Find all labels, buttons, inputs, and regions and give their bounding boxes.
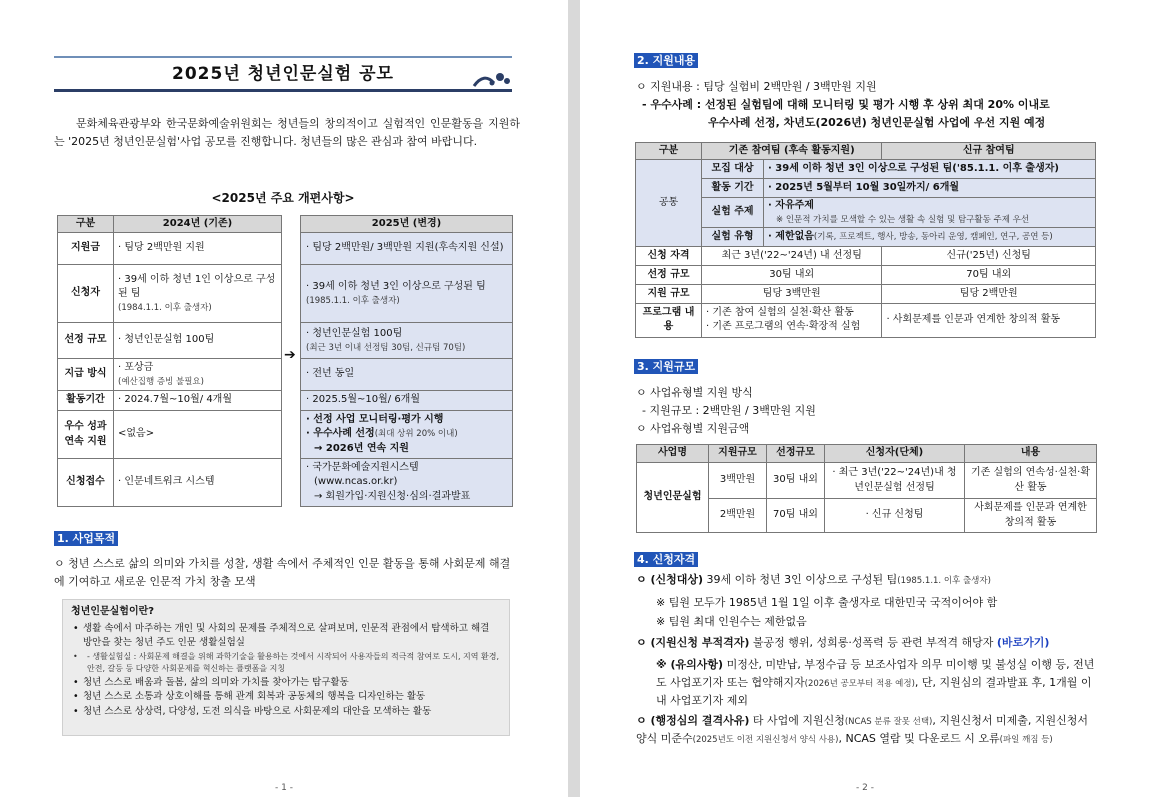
row-key: 실험 주제 xyxy=(702,198,764,228)
disqualify-note: (2025년도 이전 지원신청서 양식 사용) xyxy=(692,735,839,746)
cell: · 신규 신청팀 xyxy=(825,499,965,533)
purpose-text: ㅇ 청년 스스로 삶의 의미와 가치를 성찰, 생활 속에서 주체적인 인문 활동을 통해 사회문제 해결에 기여하고 새로운 인문적 가치 창출 모색 xyxy=(54,557,511,589)
cell xyxy=(702,303,882,337)
cell: 70팀 내외 xyxy=(767,499,825,533)
row-key: 실험 유형 xyxy=(702,227,764,246)
cell: · 39세 이하 청년 3인 이상으로 구성된 팀('85.1.1. 이후 출생자) xyxy=(764,160,1096,179)
row-key: 지원금 xyxy=(58,233,114,265)
section-label: 1. 사업목적 xyxy=(54,531,118,546)
row-key: 우수 성과 연속 지원 xyxy=(58,411,114,459)
cell-text: · 청년인문실험 100팀 xyxy=(306,328,403,340)
logo-icon xyxy=(470,69,510,87)
document-page-2 xyxy=(580,0,1150,797)
scale-line: - 지원규모 : 2백만원 / 3백만원 지원 xyxy=(642,404,816,417)
col-header: 내용 xyxy=(965,445,1097,463)
cell: · 최근 3년('22~'24년)내 청년인문실험 선정팀 xyxy=(825,463,965,499)
col-header: 지원규모 xyxy=(709,445,767,463)
cell: · 2025년 5월부터 10월 30일까지/ 6개월 xyxy=(764,179,1096,198)
section-heading xyxy=(634,359,698,375)
disqualify-note: (파일 깨짐 등) xyxy=(999,735,1053,746)
support-text: 상위 최대 20% 이내로 xyxy=(937,98,1050,111)
eligibility-text: 39세 이하 청년 3인 이상으로 구성된 팀 xyxy=(703,573,898,586)
cell: 30팀 내외 xyxy=(767,463,825,499)
eligibility-text: 불공정 행위, 성희롱·성폭력 등 관련 부적격 해당자 xyxy=(749,636,997,649)
scale-table xyxy=(636,444,1097,533)
cell-text: → 회원가입·지원신청·심의·결과발표 xyxy=(314,490,471,502)
section-heading xyxy=(634,53,698,69)
support-text: - 우수사례 : 선정된 실험팀에 대해 모니터링 및 평가 시행 후 xyxy=(642,98,938,111)
changes-table-2025 xyxy=(300,215,513,507)
cell-note: (1985.1.1. 이후 출생자) xyxy=(306,295,400,306)
eligibility-note-line: ※ 팀원 모두가 1985년 1월 1일 이후 출생자로 대한민국 국적이어야 함 xyxy=(656,596,998,609)
col-header: 신청자(단체) xyxy=(825,445,965,463)
support-line: 우수사례 선정, 차년도(2026년) 청년인문실험 사업에 우선 지원 예정 xyxy=(708,116,1046,129)
section-heading xyxy=(634,552,698,568)
cell-text: · 팀당 2백만원/ 3백만원 지원(후속지원 신설) xyxy=(306,242,504,254)
eligibility-label: ㅇ (지원신청 부적격자) xyxy=(636,636,750,649)
cell-note: ※ 인문적 가치를 모색할 수 있는 생활 속 실험 및 탐구활동 주제 우선 xyxy=(776,214,1030,225)
box-sub-note: • - 생활실험실 : 사회문제 해결을 위해 과학기술을 활용하는 것에서 시작되어 사용자들의 적극적 참여로 도시, 지역 환경, 안전, 갈등 등 다양한 사회문제를 혁신하는 플랫폼을 지칭 xyxy=(71,651,501,676)
cell-note: (예산집행 증빙 불필요) xyxy=(118,376,204,387)
eligibility-line xyxy=(636,571,1100,589)
row-key: 활동기간 xyxy=(58,391,114,411)
box-item: • 생활 속에서 마주하는 개인 및 사회의 문제를 주체적으로 살펴보며, 인문적 관점에서 탐색하고 해결 방안을 찾는 청년 주도 인문 생활실험실 xyxy=(71,622,501,651)
cell: 2백만원 xyxy=(709,499,767,533)
cell: 팀당 3백만원 xyxy=(702,284,882,303)
scale-line: ㅇ 사업유형별 지원 방식 xyxy=(636,386,753,399)
cell-text: · 포상금 xyxy=(118,362,154,374)
cell-text: · 39세 이하 청년 1인 이상으로 구성된 팀 xyxy=(118,273,276,300)
page-title: 2025년 청년인문실험 공모 xyxy=(172,64,394,84)
changes-title: <2025년 주요 개편사항> xyxy=(211,191,355,205)
eligibility-label: ㅇ (신청대상) xyxy=(636,573,704,586)
cell-note: (최근 3년 이내 선정팀 30팀, 신규팀 70팀) xyxy=(306,342,466,353)
box-title: 청년인문실험이란? xyxy=(71,606,155,617)
title-banner xyxy=(54,56,512,92)
cell-old: · 인문네트워크 시스템 xyxy=(114,459,282,507)
col-header: 선정규모 xyxy=(767,445,825,463)
page-number: - 1 - xyxy=(275,783,293,793)
cell-note: (1984.1.1. 이후 출생자) xyxy=(118,302,212,313)
row-key: 선정 규모 xyxy=(58,323,114,359)
cell-text: · 기존 참여 실험의 실천·확산 활동 xyxy=(706,306,854,318)
cell-text: → 2026년 연속 지원 xyxy=(314,442,409,454)
support-line xyxy=(642,96,1102,114)
cell-new xyxy=(301,265,513,323)
cell: · 사회문제를 인문과 연계한 창의적 활동 xyxy=(882,303,1096,337)
cell-old xyxy=(114,265,282,323)
row-key: 활동 기간 xyxy=(702,179,764,198)
eligibility-note-line: ※ 팀원 최대 인원수는 제한없음 xyxy=(656,615,807,628)
cell: 팀당 2백만원 xyxy=(882,284,1096,303)
caution-paragraph xyxy=(656,656,1100,710)
scale-line: ㅇ 사업유형별 지원금액 xyxy=(636,422,750,435)
ncas-link[interactable]: (www.ncas.or.kr) xyxy=(314,476,398,488)
eligibility-line xyxy=(636,634,1100,652)
disqualify-text: , NCAS 열람 및 다운로드 시 오류 xyxy=(838,732,1000,746)
row-key: 신청 자격 xyxy=(636,246,702,265)
cell: 최근 3년('22~'24년) 내 선정팀 xyxy=(702,246,882,265)
page-number: - 2 - xyxy=(856,783,874,793)
disqualify-text: , 지원신청서 미제출, 지원신청서 양식 미준수 xyxy=(636,714,1088,746)
box-item: • 청년 스스로 배움과 돌봄, 삶의 의미와 가치를 찾아가는 탐구활동 xyxy=(71,676,501,691)
col-header: 사업명 xyxy=(637,445,709,463)
disqualify-note: (NCAS 분류 잘못 선택) xyxy=(844,717,933,727)
cell: 30팀 내외 xyxy=(702,265,882,284)
cell-text: · 국가문화예술지원시스템 xyxy=(306,461,419,473)
row-key: 지원 규모 xyxy=(636,284,702,303)
cell-old: · 팀당 2백만원 지원 xyxy=(114,233,282,265)
section-label: 2. 지원내용 xyxy=(634,53,698,68)
cell: 사회문제를 인문과 연계한 창의적 활동 xyxy=(965,499,1097,533)
cell-text: · 39세 이하 청년 3인 이상으로 구성된 팀 xyxy=(306,281,486,293)
cell: 3백만원 xyxy=(709,463,767,499)
disqualify-text: 타 사업에 지원신청 xyxy=(749,714,845,727)
caution-text: 미정산, 미반납, 부정수급 등 보조사업자 의무 미이행 및 불성실 이행 등, 전년도 사업포기자 또는 협약해지자 xyxy=(656,658,1095,690)
cell-text: · 우수사례 선정 xyxy=(306,428,375,440)
col-header: 구분 xyxy=(58,216,114,233)
changes-table-2024 xyxy=(57,215,282,507)
col-header: 신규 참여팀 xyxy=(882,143,1096,160)
section-label: 4. 신청자격 xyxy=(634,552,698,567)
cell xyxy=(764,198,1096,228)
cell-new xyxy=(301,459,513,507)
row-key: 프로그램 내용 xyxy=(636,303,702,337)
info-box xyxy=(62,599,510,736)
caution-note: (2026년 공모부터 적용 예정) xyxy=(804,679,915,690)
col-header: 2025년 (변경) xyxy=(301,216,513,233)
support-table xyxy=(635,142,1096,338)
row-key: 선정 규모 xyxy=(636,265,702,284)
row-key: 신청자 xyxy=(58,265,114,323)
cell: 기존 실험의 연속성·실천·확산 활동 xyxy=(965,463,1097,499)
section-heading xyxy=(54,531,118,547)
cell-text: · 자유주제 xyxy=(768,200,814,211)
cell: 70팀 내외 xyxy=(882,265,1096,284)
cell-old xyxy=(114,359,282,391)
cell-note: (기록, 프로젝트, 행사, 방송, 동아리 운영, 캠페인, 연구, 공연 등) xyxy=(813,231,1053,242)
page-gap xyxy=(568,0,580,797)
cell-old: <없음> xyxy=(114,411,282,459)
shortcut-link[interactable]: (바로가기) xyxy=(996,636,1050,649)
row-key: 모집 대상 xyxy=(702,160,764,179)
row-key: 청년인문실험 xyxy=(637,463,709,533)
row-key: 공통 xyxy=(636,160,702,247)
cell-new xyxy=(301,323,513,359)
caution-label: ※ (유의사항) xyxy=(656,658,724,671)
cell-old: · 2024.7월~10월/ 4개월 xyxy=(114,391,282,411)
cell-text: · 기존 프로그램의 연속·확장적 실험 xyxy=(706,321,861,333)
row-key: 신청접수 xyxy=(58,459,114,507)
disqualify-paragraph xyxy=(636,712,1100,748)
disqualify-label: ㅇ (행정심의 결격사유) xyxy=(636,714,750,727)
col-header: 기존 참여팀 (후속 활동지원) xyxy=(702,143,882,160)
arrow-right-icon: ➔ xyxy=(284,347,296,363)
cell-new: · 전년 동일 xyxy=(301,359,513,391)
cell-new xyxy=(301,233,513,265)
box-item: • 청년 스스로 소통과 상호이해를 통해 관계 회복과 공동체의 행복을 디자인하는 활동 xyxy=(71,690,501,705)
cell-text: · 선정 사업 모니터링·평가 시행 xyxy=(306,413,444,425)
section-label: 3. 지원규모 xyxy=(634,359,698,374)
cell-new xyxy=(301,411,513,459)
cell: 신규('25년) 신청팀 xyxy=(882,246,1096,265)
caution-text: , 단, 지원심의 결과발표 후, 1개월 이내 사업포기자 제외 xyxy=(656,676,1092,708)
support-line: ㅇ 지원내용 : 팀당 실험비 2백만원 / 3백만원 지원 xyxy=(636,80,877,93)
eligibility-note: (1985.1.1. 이후 출생자) xyxy=(897,576,991,586)
cell-old: · 청년인문실험 100팀 xyxy=(114,323,282,359)
cell-note: (최대 상위 20% 이내) xyxy=(374,429,458,440)
cell-text: · 제한없음 xyxy=(768,230,814,242)
cell-new: · 2025.5월~10월/ 6개월 xyxy=(301,391,513,411)
col-header: 구분 xyxy=(636,143,702,160)
col-header: 2024년 (기존) xyxy=(114,216,282,233)
row-key: 지급 방식 xyxy=(58,359,114,391)
box-item: • 청년 스스로 상상력, 다양성, 도전 의식을 바탕으로 사회문제의 대안을 모색하는 활동 xyxy=(71,705,501,720)
cell xyxy=(764,227,1096,246)
document-page-1 xyxy=(0,0,568,797)
intro-paragraph: 문화체육관광부와 한국문화예술위원회는 청년들의 창의적이고 실험적인 인문활동을 지원하는 '2025년 청년인문실험'사업 공모를 진행합니다. 청년들의 많은 관심과 참여 바랍니다. xyxy=(54,117,520,148)
